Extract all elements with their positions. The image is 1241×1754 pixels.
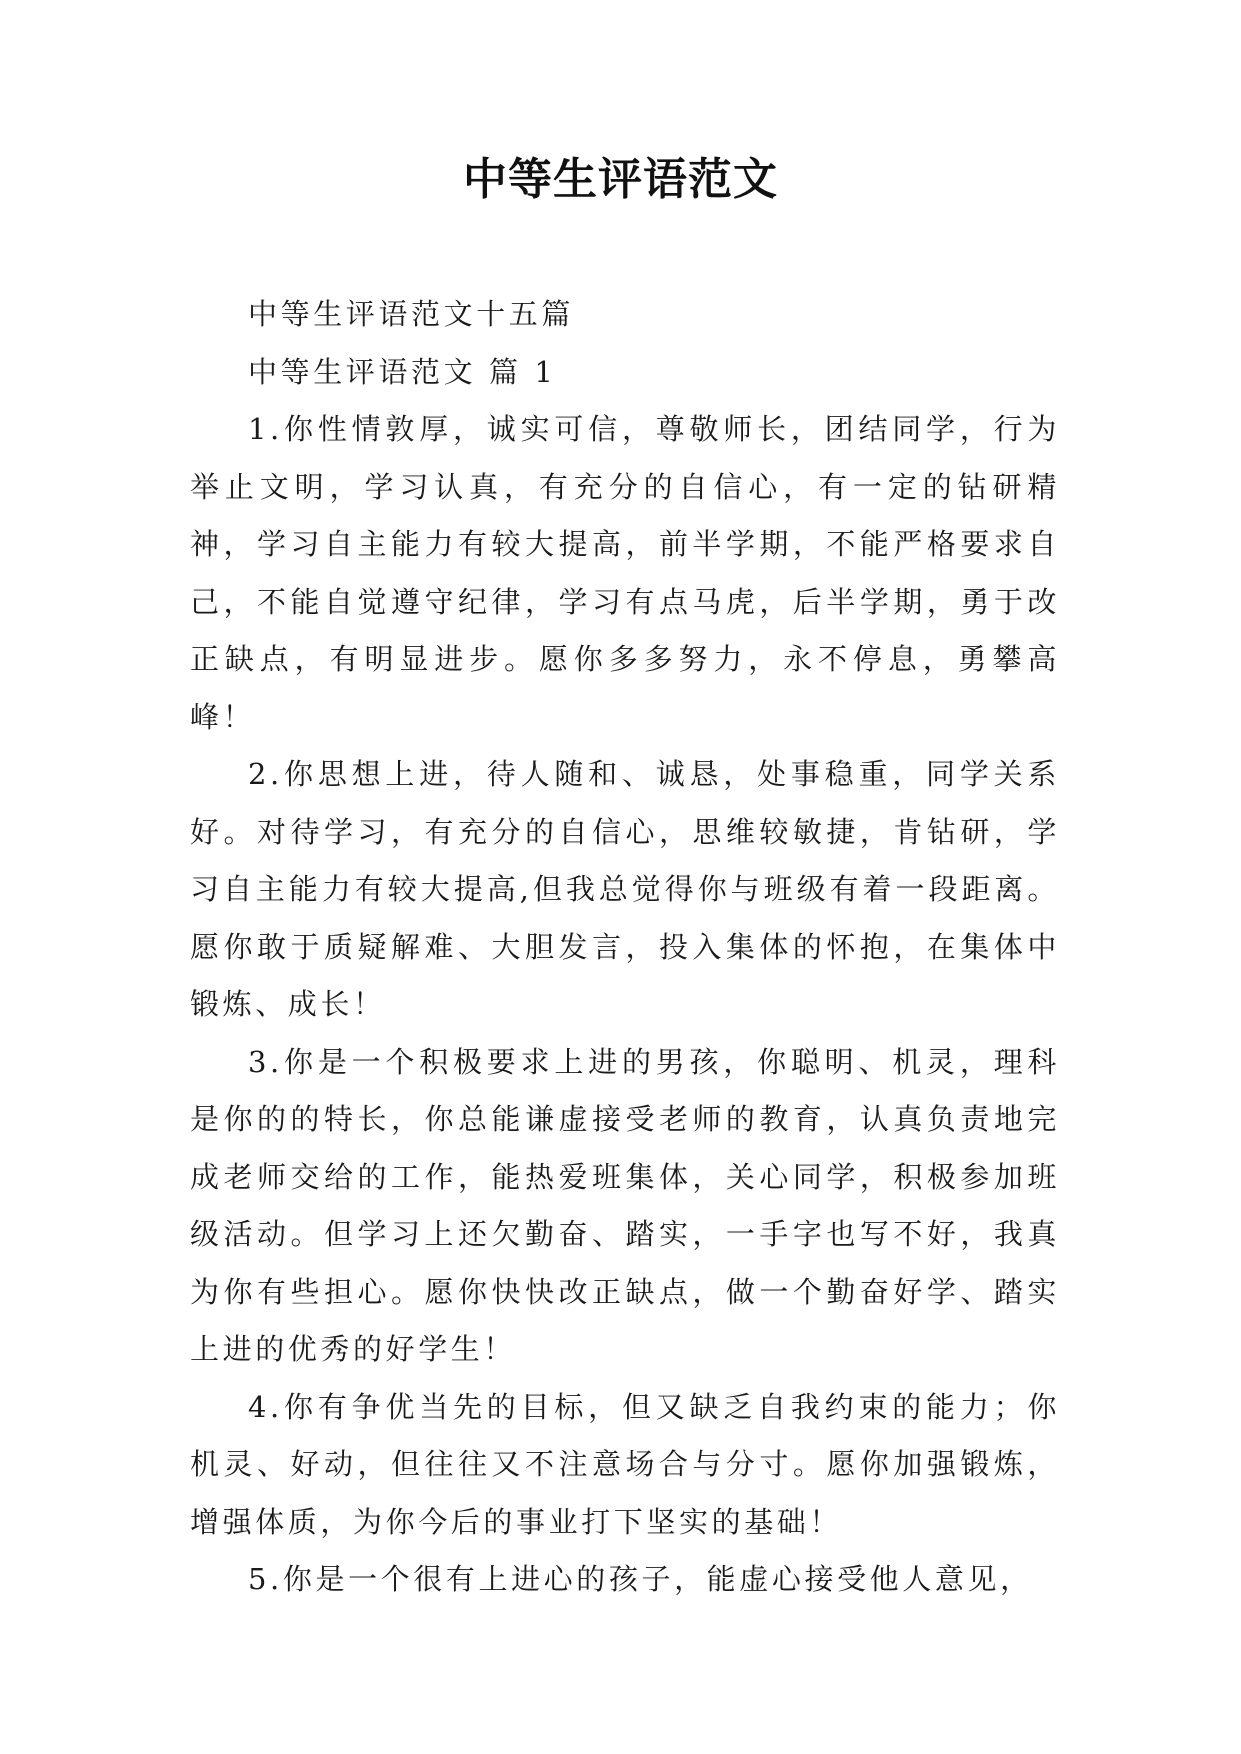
comment-paragraph-2: 2.你思想上进，待人随和、诚恳，处事稳重，同学关系好。对待学习，有充分的自信心，思维较敏捷，肯钻研，学习自主能力有较大提高,但我总觉得你与班级有着一段距离。愿你敢于质疑解难、大胆发言，投入集体的怀抱，在集体中锻炼、成长！ xyxy=(190,757,1060,1021)
comment-paragraph-3: 3.你是一个积极要求上进的男孩，你聪明、机灵，理科是你的的特长，你总能谦虚接受老师的教育，认真负责地完成老师交给的工作，能热爱班集体，关心同学，积极参加班级活动。但学习上还欠勤奋、踏实，一手字也写不好，我真为你有些担心。愿你快快改正缺点，做一个勤奋好学、踏实上进的优秀的好学生！ xyxy=(190,1044,1060,1366)
section-heading: 中等生评语范文 篇 1 xyxy=(248,354,557,389)
comment-paragraph-5: 5.你是一个很有上进心的孩子，能虚心接受他人意见， xyxy=(248,1562,1033,1596)
document-subtitle: 中等生评语范文十五篇 xyxy=(248,297,575,331)
document-body xyxy=(190,286,1060,1609)
comment-paragraph-4: 4.你有争优当先的目标，但又缺乏自我约束的能力；你机灵、好动，但往往又不注意场合与分寸。愿你加强锻炼，增强体质，为你今后的事业打下坚实的基础！ xyxy=(190,1389,1060,1539)
document-title: 中等生评语范文 xyxy=(463,154,778,205)
comment-paragraph-1: 1.你性情敦厚，诚实可信，尊敬师长，团结同学，行为举止文明，学习认真，有充分的自信心，有一定的钻研精神，学习自主能力有较大提高，前半学期，不能严格要求自己，不能自觉遵守纪律，学习有点马虎，后半学期，勇于改正缺点，有明显进步。愿你多多努力，永不停息，勇攀高峰！ xyxy=(190,412,1060,734)
